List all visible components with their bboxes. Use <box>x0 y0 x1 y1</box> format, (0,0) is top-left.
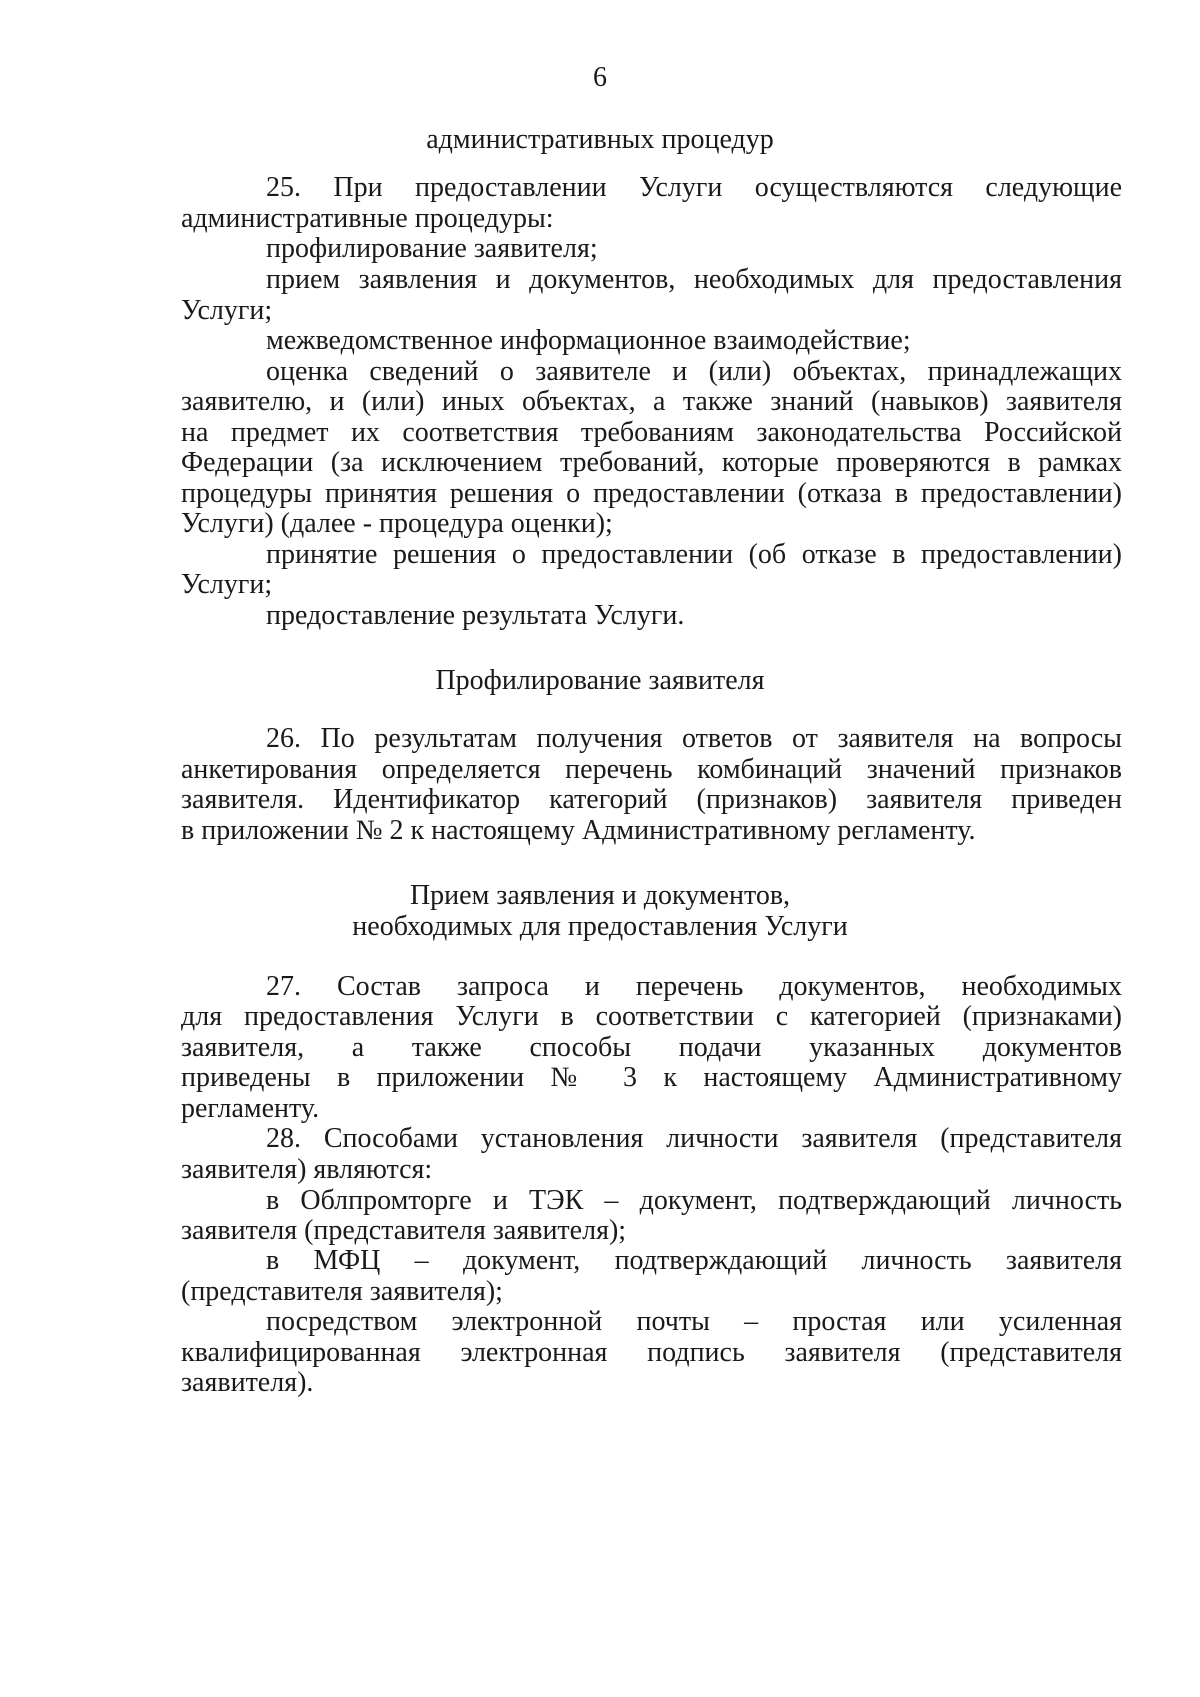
section-heading: Профилирование заявителя <box>435 665 765 696</box>
paragraph-28-line: 28. Способами установления личности заявителя (представителя <box>266 1123 1122 1154</box>
paragraph-27-line: приведены в приложении № 3 к настоящему Административному <box>181 1062 1122 1093</box>
list-item-continuation: заявителю, и (или) иных объектах, а также знаний (навыков) заявителя <box>181 386 1122 417</box>
paragraph-27-line: заявителя, а также способы подачи указанных документов <box>181 1032 1122 1063</box>
list-item: посредством электронной почты – простая или усиленная <box>266 1306 1122 1337</box>
list-item-continuation: процедуры принятия решения о предоставлении (отказа в предоставлении) <box>181 478 1122 509</box>
list-item-continuation: заявителя). <box>181 1367 314 1398</box>
list-item-continuation: на предмет их соответствия требованиям законодательства Российской <box>181 417 1122 448</box>
paragraph-27-line: регламенту. <box>181 1093 320 1124</box>
list-item-continuation: (представителя заявителя); <box>181 1276 503 1307</box>
paragraph-26-line: в приложении № 2 к настоящему Административному регламенту. <box>181 815 976 846</box>
list-item: профилирование заявителя; <box>266 233 598 264</box>
paragraph-25-line: административные процедуры: <box>181 203 554 234</box>
list-item-continuation: заявителя (представителя заявителя); <box>181 1215 627 1246</box>
list-item-continuation: Услуги; <box>181 569 273 600</box>
list-item: прием заявления и документов, необходимых для предоставления <box>266 264 1122 295</box>
list-item: в МФЦ – документ, подтверждающий личность заявителя <box>266 1245 1122 1276</box>
paragraph-27-line: для предоставления Услуги в соответствии с категорией (признаками) <box>181 1001 1122 1032</box>
list-item: межведомственное информационное взаимодействие; <box>266 325 911 356</box>
list-item: принятие решения о предоставлении (об отказе в предоставлении) <box>266 539 1122 570</box>
paragraph-26-line: заявителя. Идентификатор категорий (признаков) заявителя приведен <box>181 784 1122 815</box>
list-item-continuation: квалифицированная электронная подпись заявителя (представителя <box>181 1337 1122 1368</box>
paragraph-27-line: 27. Состав запроса и перечень документов, необходимых <box>266 971 1122 1002</box>
paragraph-26-line: анкетирования определяется перечень комбинаций значений признаков <box>181 754 1122 785</box>
page-number: 6 <box>593 62 607 93</box>
paragraph-26-line: 26. По результатам получения ответов от заявителя на вопросы <box>266 723 1122 754</box>
list-item: оценка сведений о заявителе и (или) объектах, принадлежащих <box>266 356 1122 387</box>
section-heading: Прием заявления и документов, <box>409 880 791 911</box>
list-item: в Облпромторге и ТЭК – документ, подтверждающий личность <box>266 1185 1122 1216</box>
list-item-continuation: Услуги; <box>181 295 273 326</box>
section-heading: необходимых для предоставления Услуги <box>352 911 848 942</box>
list-item: предоставление результата Услуги. <box>266 600 685 631</box>
list-item-continuation: Услуги) (далее - процедура оценки); <box>181 508 613 539</box>
list-item-continuation: Федерации (за исключением требований, которые проверяются в рамках <box>181 447 1122 478</box>
section-heading-continuation: административных процедур <box>426 124 774 155</box>
paragraph-28-line: заявителя) являются: <box>181 1154 433 1185</box>
paragraph-25-line: 25. При предоставлении Услуги осуществляются следующие <box>266 172 1122 203</box>
